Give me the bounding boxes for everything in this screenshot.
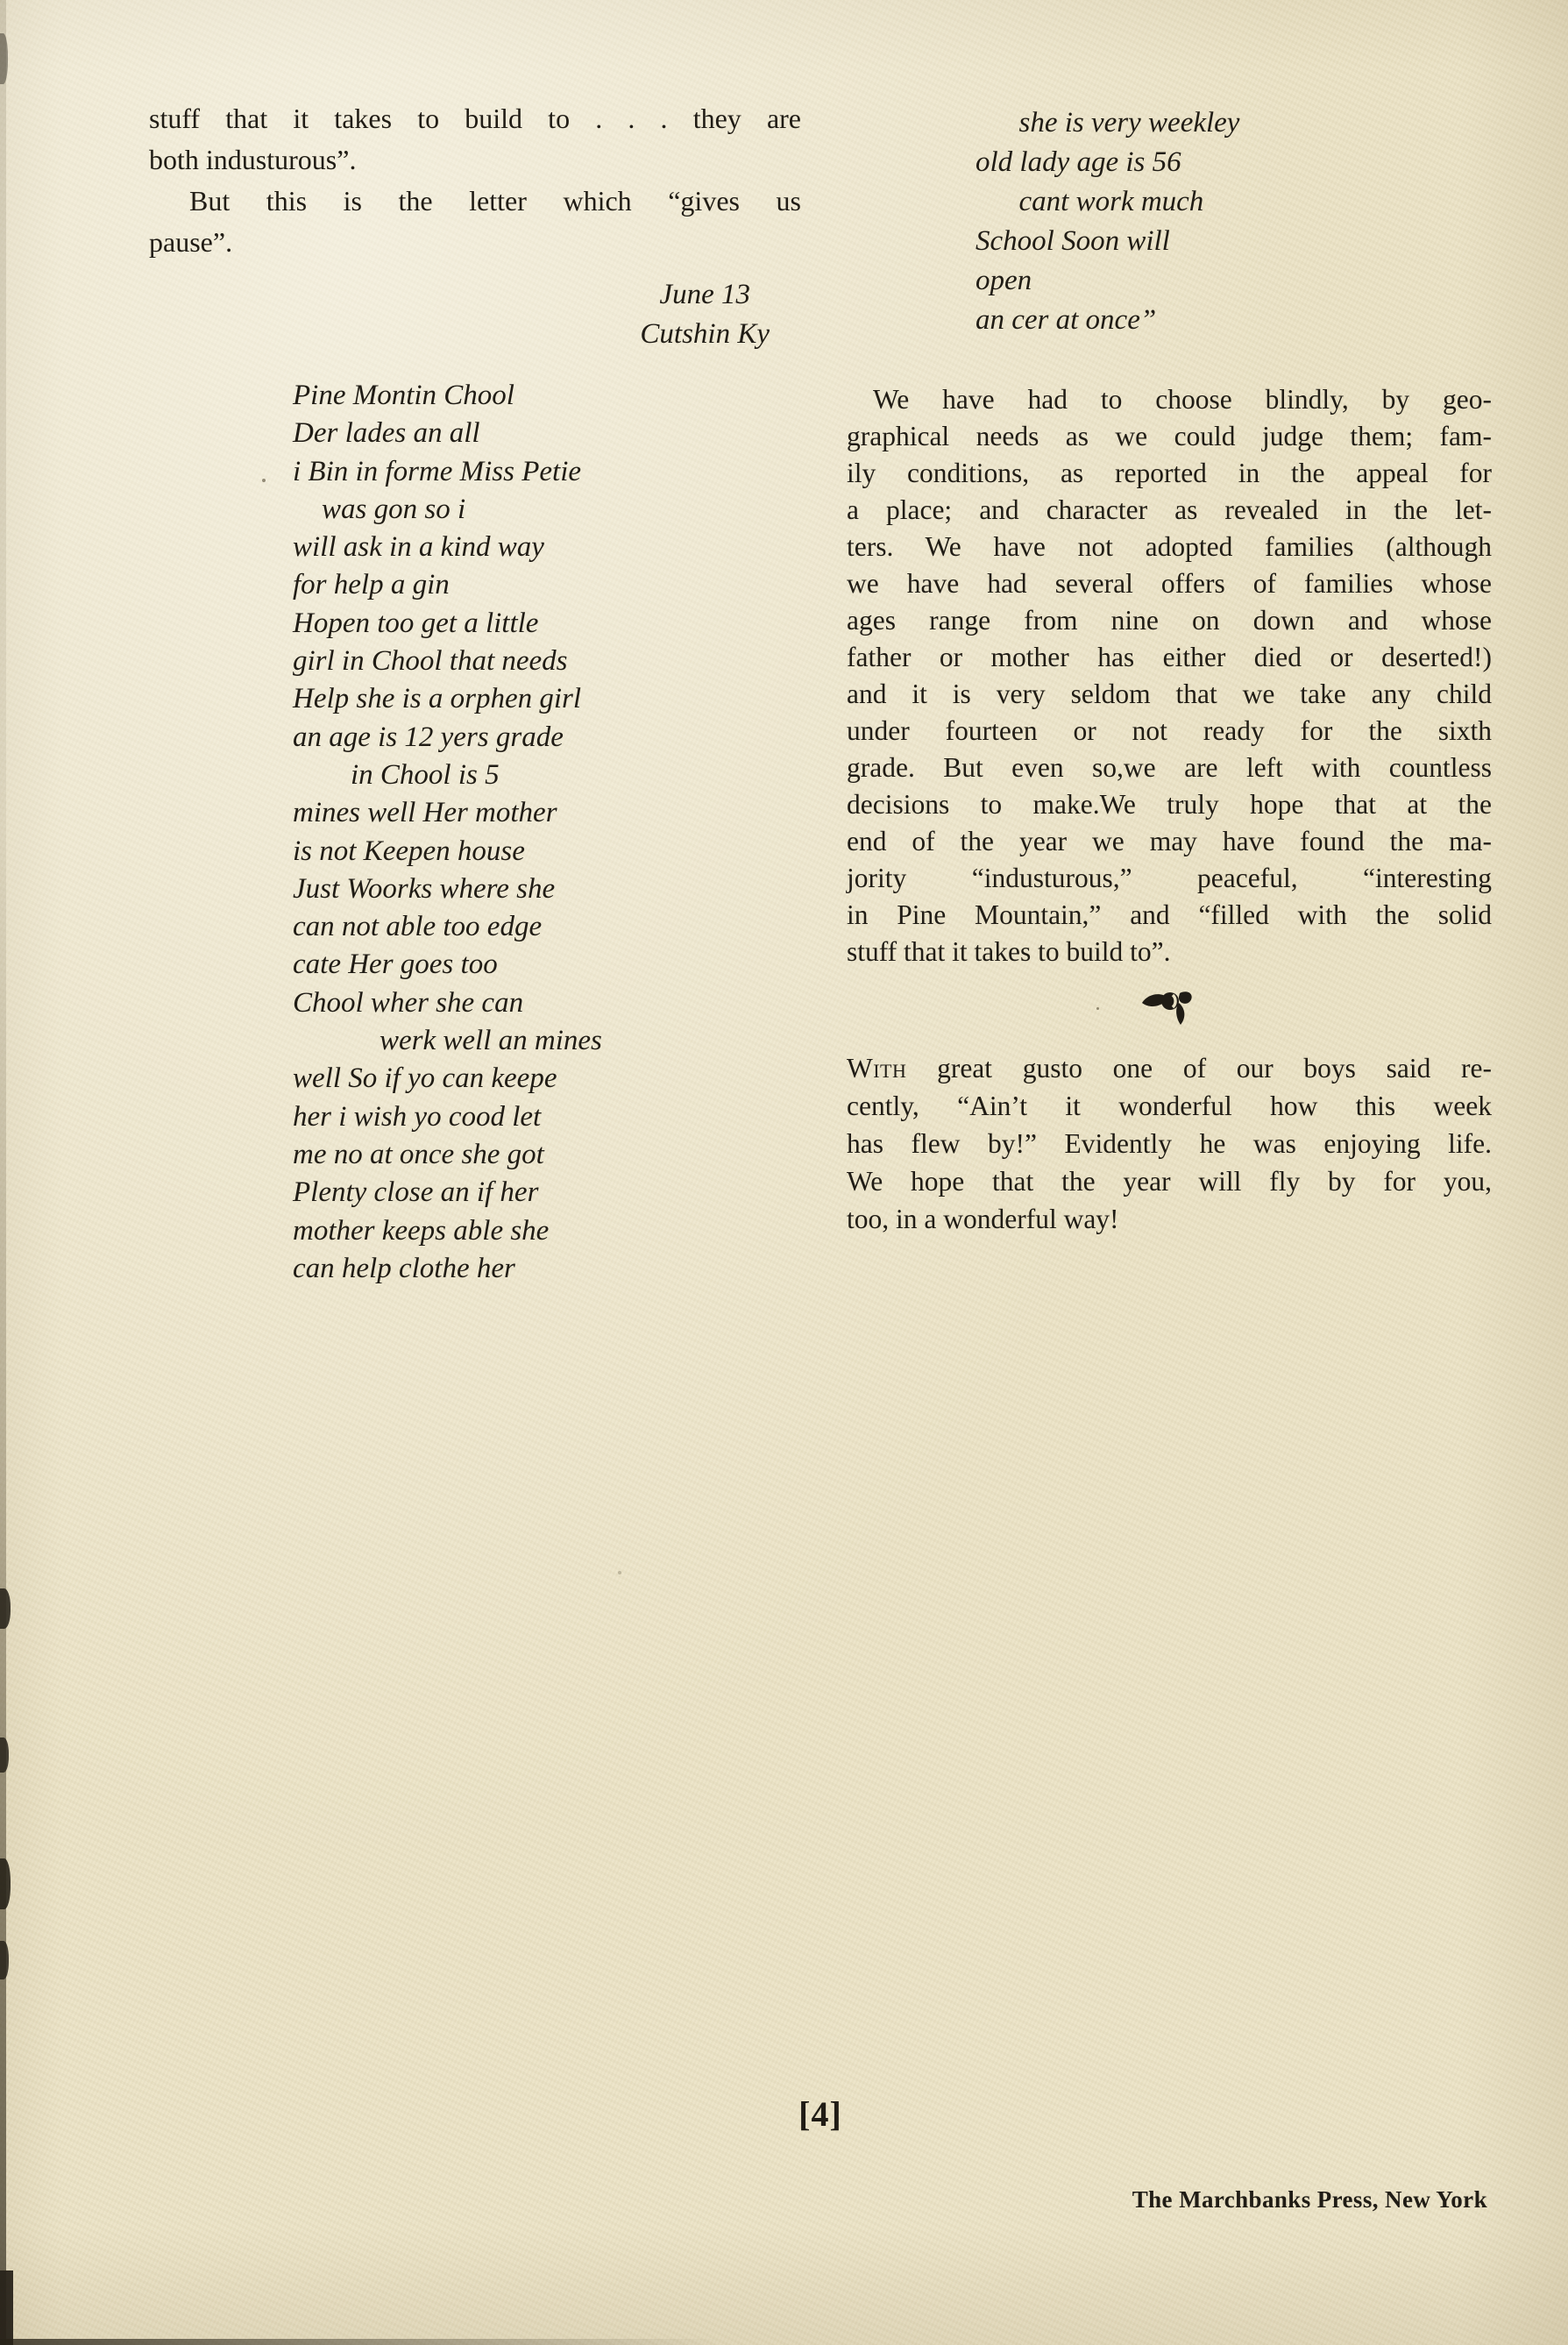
letter-line: is not Keepen house <box>293 835 525 867</box>
text-line: jority “industurous,” peaceful, “interesting <box>847 863 1492 893</box>
text-line: grade. But even so,we are left with countless <box>847 752 1492 783</box>
letter-line: can help clothe her <box>293 1252 515 1284</box>
text-line: in Pine Mountain,” and “filled with the solid <box>847 899 1492 930</box>
letter-line: i Bin in forme Miss Petie <box>293 455 582 487</box>
edge-mark <box>0 1588 11 1629</box>
text-line: ages range from nine on down and whose <box>847 605 1492 636</box>
letter-line: Just Woorks where she <box>293 872 556 905</box>
text-line: graphical needs as we could judge them; fam- <box>847 421 1492 451</box>
letter-line: girl in Chool that needs <box>293 645 568 678</box>
letter-line: she is very weekley <box>976 107 1240 139</box>
letter-line: Help she is a orphen girl <box>293 683 582 715</box>
text-line: both industurous”. <box>149 144 357 175</box>
edge-mark <box>0 1737 9 1773</box>
text-line: end of the year we may have found the ma- <box>847 826 1492 856</box>
paper-speck <box>618 1571 621 1574</box>
letter-line: Chool wher she can <box>293 986 524 1019</box>
text-line: a place; and character as revealed in the let- <box>847 494 1492 525</box>
text-line <box>847 1049 1492 1087</box>
letter-line: cant work much <box>976 186 1204 217</box>
text-line: stuff that it takes to build to”. <box>847 936 1171 967</box>
letter-line: open <box>976 265 1032 296</box>
letter-line: mines well Her mother <box>293 797 557 829</box>
text-line: decisions to make.We truly hope that at the <box>847 789 1492 820</box>
dateline-block <box>640 275 770 354</box>
edge-mark <box>0 2270 13 2345</box>
letter-place: Cutshin Ky <box>640 318 770 350</box>
letter-line: an cer at once” <box>976 304 1157 336</box>
letter-line: Hopen too get a little <box>293 607 539 639</box>
letter-line: Der lades an all <box>293 417 480 450</box>
text-line: stuff that it takes to build to . . . they are <box>149 103 801 134</box>
letter-line: Pine Montin Chool <box>293 380 514 411</box>
letter-line: was gon so i <box>293 493 466 525</box>
aldus-leaf-ornament-icon <box>847 988 1492 1037</box>
letter-dateline <box>149 275 801 354</box>
letter-line: me no at once she got <box>293 1138 544 1170</box>
text-line: has flew by!” Evidently he was enjoying life. <box>847 1128 1492 1159</box>
printer-imprint: The Marchbanks Press, New York <box>1132 2186 1487 2213</box>
main-paragraph <box>847 381 1492 970</box>
text-line: we have had several offers of families whose <box>847 568 1492 599</box>
letter-line: Plenty close an if her <box>293 1176 539 1209</box>
letter-line: will ask in a kind way <box>293 531 544 564</box>
text-line: and it is very seldom that we take any child <box>847 679 1492 709</box>
text-line: We hope that the year will fly by for you, <box>847 1166 1492 1197</box>
page-bottom-edge-shadow <box>0 2339 721 2345</box>
letter-line: cate Her goes too <box>293 949 498 981</box>
letter-line: can not able too edge <box>293 911 543 943</box>
text-line: father or mother has either died or deserted!) <box>847 642 1492 672</box>
text-line: too, in a wonderful way! <box>847 1204 1119 1234</box>
letter-body <box>293 377 801 1288</box>
letter-continuation <box>976 103 1492 340</box>
letter-date: June 13 <box>659 279 750 310</box>
letter-line: her i wish yo cood let <box>293 1100 542 1133</box>
letter-line: School Soon will <box>976 225 1170 257</box>
letter-line: an age is 12 yers grade <box>293 721 564 753</box>
text-line: ters. We have not adopted families (although <box>847 531 1492 562</box>
text-line: cently, “Ain’t it wonderful how this week <box>847 1091 1492 1121</box>
letter-line: in Chool is 5 <box>293 758 500 791</box>
letter-line: mother keeps able she <box>293 1214 550 1247</box>
page-binding-edge <box>0 0 6 2345</box>
line-rest: great gusto one of our boys said re- <box>906 1053 1492 1084</box>
lead-in-paragraph <box>149 181 801 263</box>
text-line: But this is the letter which “gives us <box>189 185 801 217</box>
edge-mark <box>0 1941 9 1979</box>
letter-line: well So if yo can keepe <box>293 1062 557 1095</box>
letter-line: werk well an mines <box>293 1025 602 1057</box>
small-caps-lead: With <box>847 1053 907 1084</box>
letter-line: old lady age is 56 <box>976 146 1181 178</box>
edge-mark <box>0 1858 11 1909</box>
continuation-paragraph <box>149 98 801 181</box>
left-column <box>149 98 801 1288</box>
text-line: ily conditions, as reported in the appeal for <box>847 458 1492 488</box>
text-line: We have had to choose blindly, by geo- <box>873 384 1492 415</box>
text-line: under fourteen or not ready for the sixth <box>847 715 1492 746</box>
closing-paragraph <box>847 1049 1492 1238</box>
page-number: [4] <box>798 2094 842 2134</box>
right-column <box>847 103 1492 1238</box>
letter-line: for help a gin <box>293 569 450 601</box>
edge-mark <box>0 33 8 84</box>
text-line: pause”. <box>149 226 233 258</box>
